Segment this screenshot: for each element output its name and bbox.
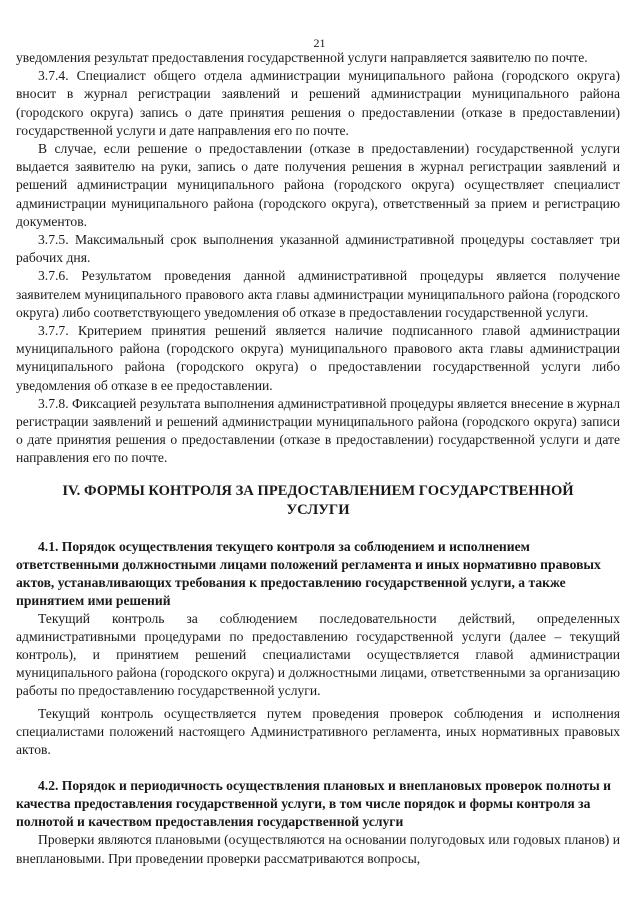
paragraph: Текущий контроль за соблюдением последовательности действий, определенных административными процедурами по предоставлению государственной услуги (далее – текущий контроль), и принятием решений специалистами осуществляется главой администрации муниципального района (городского округа) и должностными лицами, ответственными за организацию работы по предоставлению государственной услуги. [16,610,620,699]
section-heading: IV. ФОРМЫ КОНТРОЛЯ ЗА ПРЕДОСТАВЛЕНИЕМ ГОСУДАРСТВЕННОЙ УСЛУГИ [62,482,574,518]
paragraph: 3.7.6. Результатом проведения данной административной процедуры является получение заявителем муниципального правового акта главы администрации муниципального района (городского округа) либо соответствующего уведомления об отказе в предоставлении государственной услуги. [16,268,620,320]
paragraph: уведомления результат предоставления государственной услуги направляется заявителю по почте. [16,50,588,65]
paragraph: 3.7.4. Специалист общего отдела администрации муниципального района (городского округа) вносит в журнал регистрации заявлений и решений администрации муниципального района (городского округа) запись о дате принятия решения о предоставлении (отказе в предоставлении) государственной услуги и дате направления его по почте. [16,68,620,138]
paragraph: 3.7.8. Фиксацией результата выполнения административной процедуры является внесение в журнал регистрации заявлений и решений администрации муниципального района (городского округа) записи о дате принятия решения о предоставлении (отказе в предоставлении) государственной услуги и дате направления его по почте. [16,395,620,466]
paragraph: 3.7.7. Критерием принятия решений является наличие подписанного главой администрации муниципального района (городского округа) муниципального правового акта главы администрации муниципального района (городского округа) о предоставлении государственной услуги либо уведомления об отказе в ее предоставлении. [16,323,620,393]
paragraph: Текущий контроль осуществляется путем проведения проверок соблюдения и исполнения специалистами положений настоящего Административного регламента, иных нормативных правовых актов. [16,705,620,758]
document-body [16,49,620,868]
page-number: 21 [313,36,326,50]
subsection-heading: 4.2. Порядок и периодичность осуществления плановых и внеплановых проверок полноты и качества предоставления государственной услуги, в том числе порядок и формы контроля за полнотой и качеством предоставления государственной услуги [16,778,611,830]
paragraph: Проверки являются плановыми (осуществляются на основании полугодовых или годовых планов) и внеплановыми. При проведении проверки рассматриваются вопросы, [16,832,620,866]
subsection-heading: 4.1. Порядок осуществления текущего контроля за соблюдением и исполнением ответственными должностными лицами положений регламента и иных нормативно правовых актов, устанавливающих требования к предоставлению государственной услуги, а также принятием ими решений [16,538,601,608]
paragraph: В случае, если решение о предоставлении (отказе в предоставлении) государственной услуги выдается заявителю на руки, запись о дате получения решения в журнал регистрации заявлений и решений администрации муниципального района (городского округа) осуществляет специалист администрации муниципального района (городского округа), ответственный за прием и регистрацию документов. [16,141,620,229]
paragraph: 3.7.5. Максимальный срок выполнения указанной административной процедуры составляет три рабочих дня. [16,232,620,266]
